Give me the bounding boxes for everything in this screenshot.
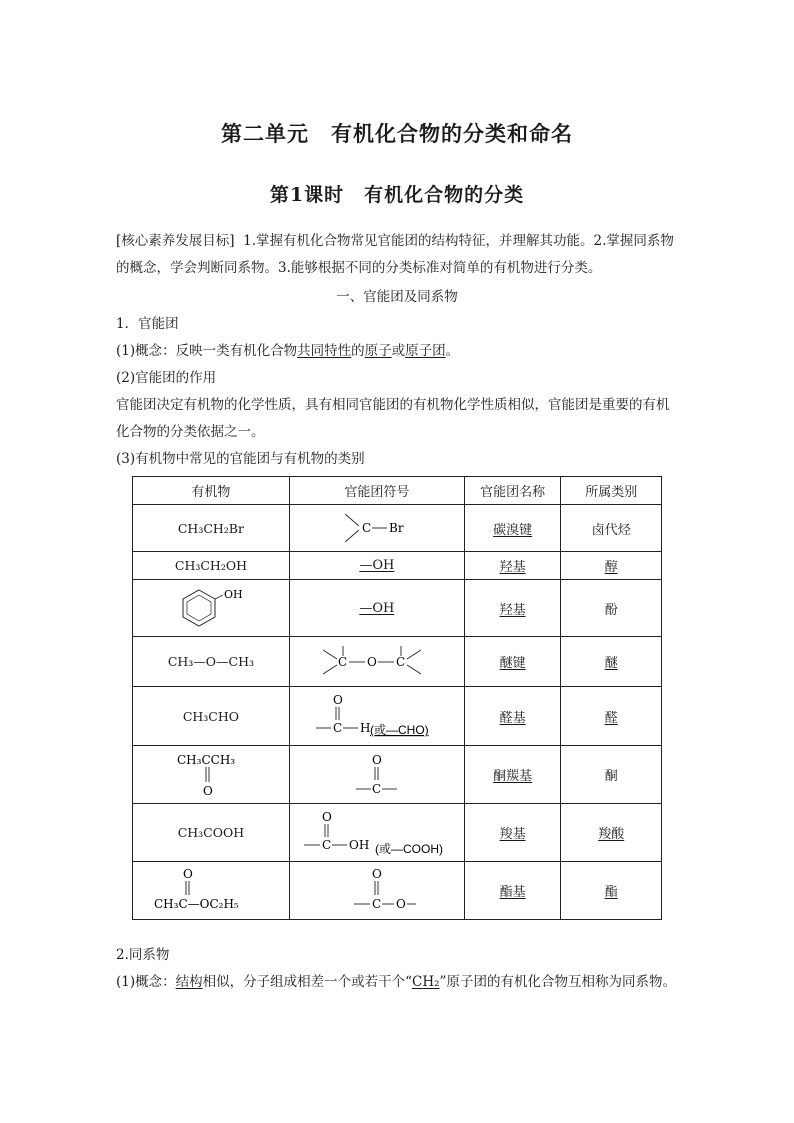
- phenol-structure: [171, 586, 251, 630]
- group-name-cell: 酯基: [464, 862, 561, 920]
- svg-text:Br: Br: [388, 521, 404, 535]
- group-name-cell: 羧基: [464, 804, 561, 862]
- svg-text:(或—CHO): (或—CHO): [369, 723, 429, 737]
- header-cell: 有机物: [133, 477, 290, 505]
- answer-blank: 共同特性: [297, 343, 352, 359]
- symbol-cell: [289, 804, 464, 862]
- header-cell: 所属类别: [561, 477, 662, 505]
- svg-text:O: O: [366, 654, 377, 669]
- table-header-row: [133, 477, 662, 505]
- item2-heading: 2.同系物: [116, 947, 170, 963]
- svg-text:C: C: [395, 654, 406, 669]
- table-row: [133, 687, 662, 746]
- header-cell: 官能团名称: [464, 477, 561, 505]
- svg-text:C: C: [337, 654, 348, 669]
- ester-group-structure: [332, 866, 422, 916]
- svg-text:C: C: [322, 837, 332, 852]
- category-cell: 醇: [561, 552, 662, 580]
- lesson-title: 第1课时 有机化合物的分类: [269, 184, 525, 206]
- compound-cell: CH₃—O—CH₃: [133, 637, 290, 687]
- compound-cell: [133, 862, 290, 920]
- svg-text:H: H: [359, 721, 371, 735]
- svg-text:O: O: [182, 866, 193, 881]
- table-row: [133, 746, 662, 804]
- learning-goals: [116, 228, 680, 282]
- carboxyl-structure: [294, 807, 459, 859]
- svg-text:C: C: [361, 521, 372, 535]
- table-heading: (3)有机物中常见的官能团与有机物的类别: [116, 451, 365, 467]
- role-heading: (2)官能团的作用: [116, 370, 217, 386]
- answer-blank: 结构: [175, 974, 203, 990]
- table-row: [133, 580, 662, 637]
- svg-text:O: O: [322, 809, 333, 824]
- table-row: [133, 862, 662, 920]
- svg-text:O: O: [371, 752, 382, 767]
- goals-text: 1.掌握有机化合物常见官能团的结构特征，并理解其功能。2.掌握同系物的概念，学会判断同系物。3.能够根据不同的分类标准对简单的有机物进行分类。: [116, 233, 674, 276]
- carbonyl-structure: [332, 750, 422, 800]
- functional-group-table: [132, 476, 662, 920]
- goals-tag: [核心素养发展目标]: [116, 233, 235, 249]
- table-row: [133, 552, 662, 580]
- table-row: [133, 505, 662, 552]
- header-cell: 官能团符号: [289, 477, 464, 505]
- table-row: [133, 804, 662, 862]
- category-cell: 酮: [561, 746, 662, 804]
- answer-blank: 原子团: [405, 343, 446, 359]
- group-name-cell: 羟基: [464, 580, 561, 637]
- svg-text:O: O: [332, 693, 343, 707]
- category-cell: 酚: [561, 580, 662, 637]
- page-title: 第二单元 有机化合物的分类和命名: [221, 121, 573, 146]
- ester-compound-structure: [146, 866, 276, 916]
- group-name-cell: 醚键: [464, 637, 561, 687]
- symbol-cell: [289, 687, 464, 746]
- svg-text:(或—COOH): (或—COOH): [375, 841, 444, 856]
- compound-cell: CH₃CH₂Br: [133, 505, 290, 552]
- compound-cell: CH₃CH₂OH: [133, 552, 290, 580]
- svg-text:CH₃C—OC₂H₅: CH₃C—OC₂H₅: [153, 896, 239, 911]
- compound-cell: [133, 580, 290, 637]
- group-name-cell: 酮羰基: [464, 746, 561, 804]
- category-cell: 卤代烃: [561, 505, 662, 552]
- svg-text:O: O: [395, 896, 406, 911]
- table-row: [133, 637, 662, 687]
- svg-text:C: C: [371, 781, 382, 796]
- svg-text:O: O: [202, 783, 213, 798]
- svg-text:CH₃CCH₃: CH₃CCH₃: [176, 752, 236, 767]
- ketone-structure: [161, 750, 261, 800]
- answer-blank: CH₂: [412, 974, 440, 990]
- homolog-concept: (1)概念：结构相似，分子组成相差一个或若干个“CH₂”原子团的有机化合物互相称为同系物。: [116, 974, 676, 990]
- svg-text:OH: OH: [349, 837, 370, 852]
- symbol-cell: [289, 637, 464, 687]
- category-cell: 酯: [561, 862, 662, 920]
- symbol-cell: [289, 862, 464, 920]
- compound-cell: CH₃COOH: [133, 804, 290, 862]
- section-heading: 一、官能团及同系物: [336, 289, 458, 305]
- aldehyde-structure: [302, 690, 452, 742]
- symbol-cell: [289, 746, 464, 804]
- compound-cell: CH₃CHO: [133, 687, 290, 746]
- svg-text:O: O: [371, 866, 382, 881]
- svg-text:C: C: [371, 896, 382, 911]
- item1-heading: 1．官能团: [116, 316, 179, 332]
- ether-structure: [317, 642, 437, 682]
- answer-blank: 原子: [364, 343, 392, 359]
- carbon-bromine-structure: [337, 508, 417, 548]
- category-cell: 羧酸: [561, 804, 662, 862]
- category-cell: 醚: [561, 637, 662, 687]
- category-cell: 醛: [561, 687, 662, 746]
- svg-text:C: C: [332, 721, 343, 735]
- group-name-cell: 羟基: [464, 552, 561, 580]
- symbol-cell: —OH: [289, 552, 464, 580]
- svg-text:OH: OH: [223, 588, 243, 601]
- group-name-cell: 醛基: [464, 687, 561, 746]
- group-name-cell: 碳溴键: [464, 505, 561, 552]
- symbol-cell: [289, 505, 464, 552]
- symbol-cell: —OH: [289, 580, 464, 637]
- concept-line: (1)概念：反映一类有机化合物共同特性的原子或原子团。: [116, 343, 460, 359]
- compound-cell: [133, 746, 290, 804]
- role-text: 官能团决定有机物的化学性质，具有相同官能团的有机物化学性质相似，官能团是重要的有机化合物的分类依据之一。: [116, 397, 670, 440]
